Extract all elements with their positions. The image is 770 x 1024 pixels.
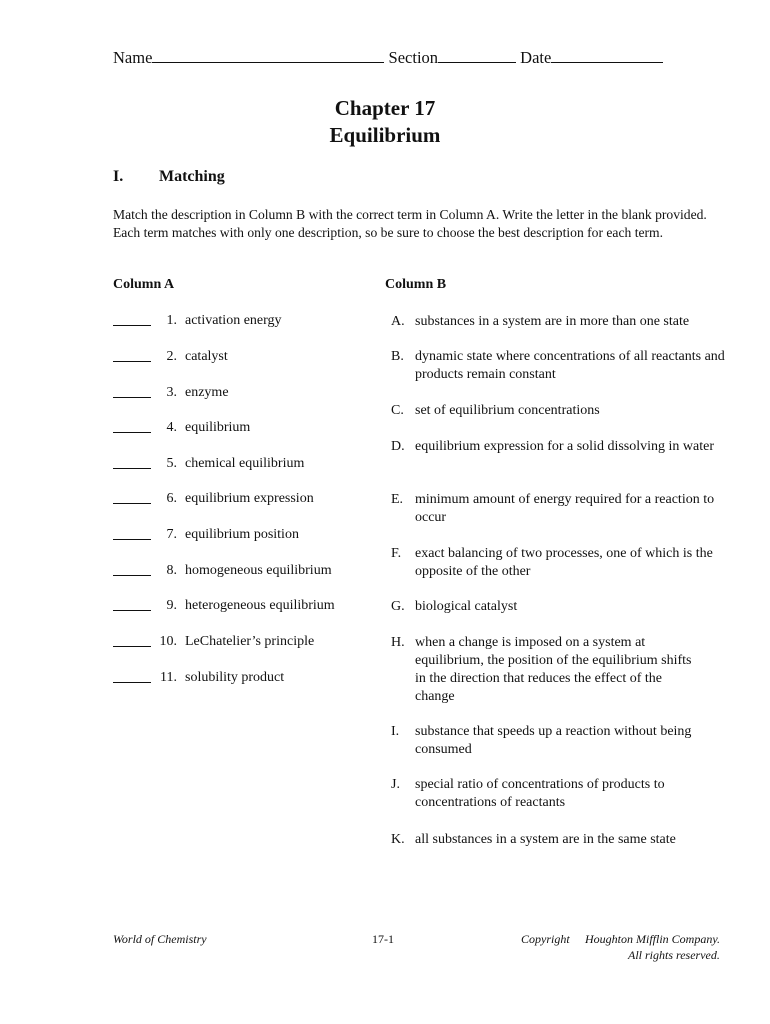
date-blank[interactable] — [551, 48, 663, 63]
item-description: minimum amount of energy required for a reaction to occur — [415, 492, 715, 525]
item-term: equilibrium position — [185, 527, 299, 542]
item-letter: H. — [391, 635, 405, 650]
item-description: all substances in a system are in the same state — [415, 832, 676, 847]
name-blank[interactable] — [152, 48, 384, 63]
instructions: Match the description in Column B with the correct term in Column A. Write the letter in the blank provided. Each term matches with only one description, so be sure to choose the best description for each term. — [113, 207, 707, 240]
item-letter: D. — [391, 439, 405, 454]
item-description: set of equilibrium concentrations — [415, 403, 600, 418]
section-number: I. — [113, 168, 124, 185]
item-number: 10. — [159, 634, 177, 649]
footer-book: World of Chemistry — [113, 932, 207, 946]
footer-publisher: Houghton Mifflin Company. — [585, 932, 720, 946]
header-fields — [113, 48, 663, 68]
item-description: substances in a system are in more than one state — [415, 314, 690, 329]
section-title: Matching — [159, 168, 225, 185]
item-number: 5. — [166, 456, 177, 471]
item-term: solubility product — [185, 670, 285, 685]
item-number: 1. — [166, 313, 177, 328]
item-term: equilibrium — [185, 420, 251, 435]
item-letter: G. — [391, 599, 405, 614]
item-letter: E. — [391, 492, 404, 507]
item-term: LeChatelier’s principle — [185, 634, 315, 649]
item-letter: A. — [391, 314, 405, 329]
column-a-item — [113, 385, 229, 403]
item-term: heterogeneous equilibrium — [185, 598, 335, 613]
item-number: 8. — [166, 563, 177, 578]
topic-title: Equilibrium — [329, 123, 441, 147]
date-label: Date — [520, 48, 552, 67]
column-a-item — [113, 349, 228, 367]
item-number: 9. — [166, 598, 177, 613]
footer-copyright-label: Copyright — [521, 932, 570, 946]
item-description: exact balancing of two processes, one of which is the opposite of the other — [415, 546, 713, 579]
chapter-title: Chapter 17 — [334, 96, 436, 120]
item-description: biological catalyst — [415, 599, 518, 614]
item-term: activation energy — [185, 313, 282, 328]
column-a-item — [113, 456, 305, 474]
section-label: Section — [388, 48, 439, 67]
item-description: when a change is imposed on a system at equilibrium, the position of the equilibrium shifts in the direction that reduces the effect of the change — [415, 635, 692, 704]
column-a-item — [113, 527, 299, 545]
item-number: 4. — [166, 420, 177, 435]
item-term: chemical equilibrium — [185, 456, 305, 471]
item-term: homogeneous equilibrium — [185, 563, 332, 578]
item-letter: B. — [391, 349, 404, 364]
item-letter: I. — [391, 724, 400, 739]
column-a-item — [113, 670, 285, 688]
item-term: catalyst — [185, 349, 228, 364]
item-letter: J. — [391, 777, 400, 792]
item-description: equilibrium expression for a solid dissolving in water — [415, 439, 715, 454]
column-a-item — [113, 313, 282, 331]
column-a-item — [113, 598, 335, 616]
item-number: 2. — [166, 349, 177, 364]
column-a-item — [113, 491, 314, 509]
column-a-item — [113, 634, 315, 652]
item-letter: F. — [391, 546, 402, 561]
item-letter: C. — [391, 403, 404, 418]
item-term: equilibrium expression — [185, 491, 314, 506]
item-description: dynamic state where concentrations of all reactants and products remain constant — [415, 349, 725, 382]
item-description: special ratio of concentrations of products to concentrations of reactants — [415, 777, 665, 810]
column-b-heading: Column B — [385, 277, 447, 292]
item-number: 7. — [166, 527, 177, 542]
column-a-item — [113, 420, 251, 438]
item-number: 11. — [160, 670, 177, 685]
section-blank[interactable] — [438, 48, 516, 63]
item-letter: K. — [391, 832, 405, 847]
item-number: 3. — [166, 385, 177, 400]
column-a-heading: Column A — [113, 277, 175, 292]
footer-rights: All rights reserved. — [628, 948, 720, 962]
column-a-item — [113, 563, 332, 581]
name-label: Name — [113, 48, 153, 67]
item-description: substance that speeds up a reaction without being consumed — [415, 724, 692, 757]
item-number: 6. — [166, 491, 177, 506]
footer-page-number: 17-1 — [372, 932, 394, 946]
item-term: enzyme — [185, 385, 229, 400]
